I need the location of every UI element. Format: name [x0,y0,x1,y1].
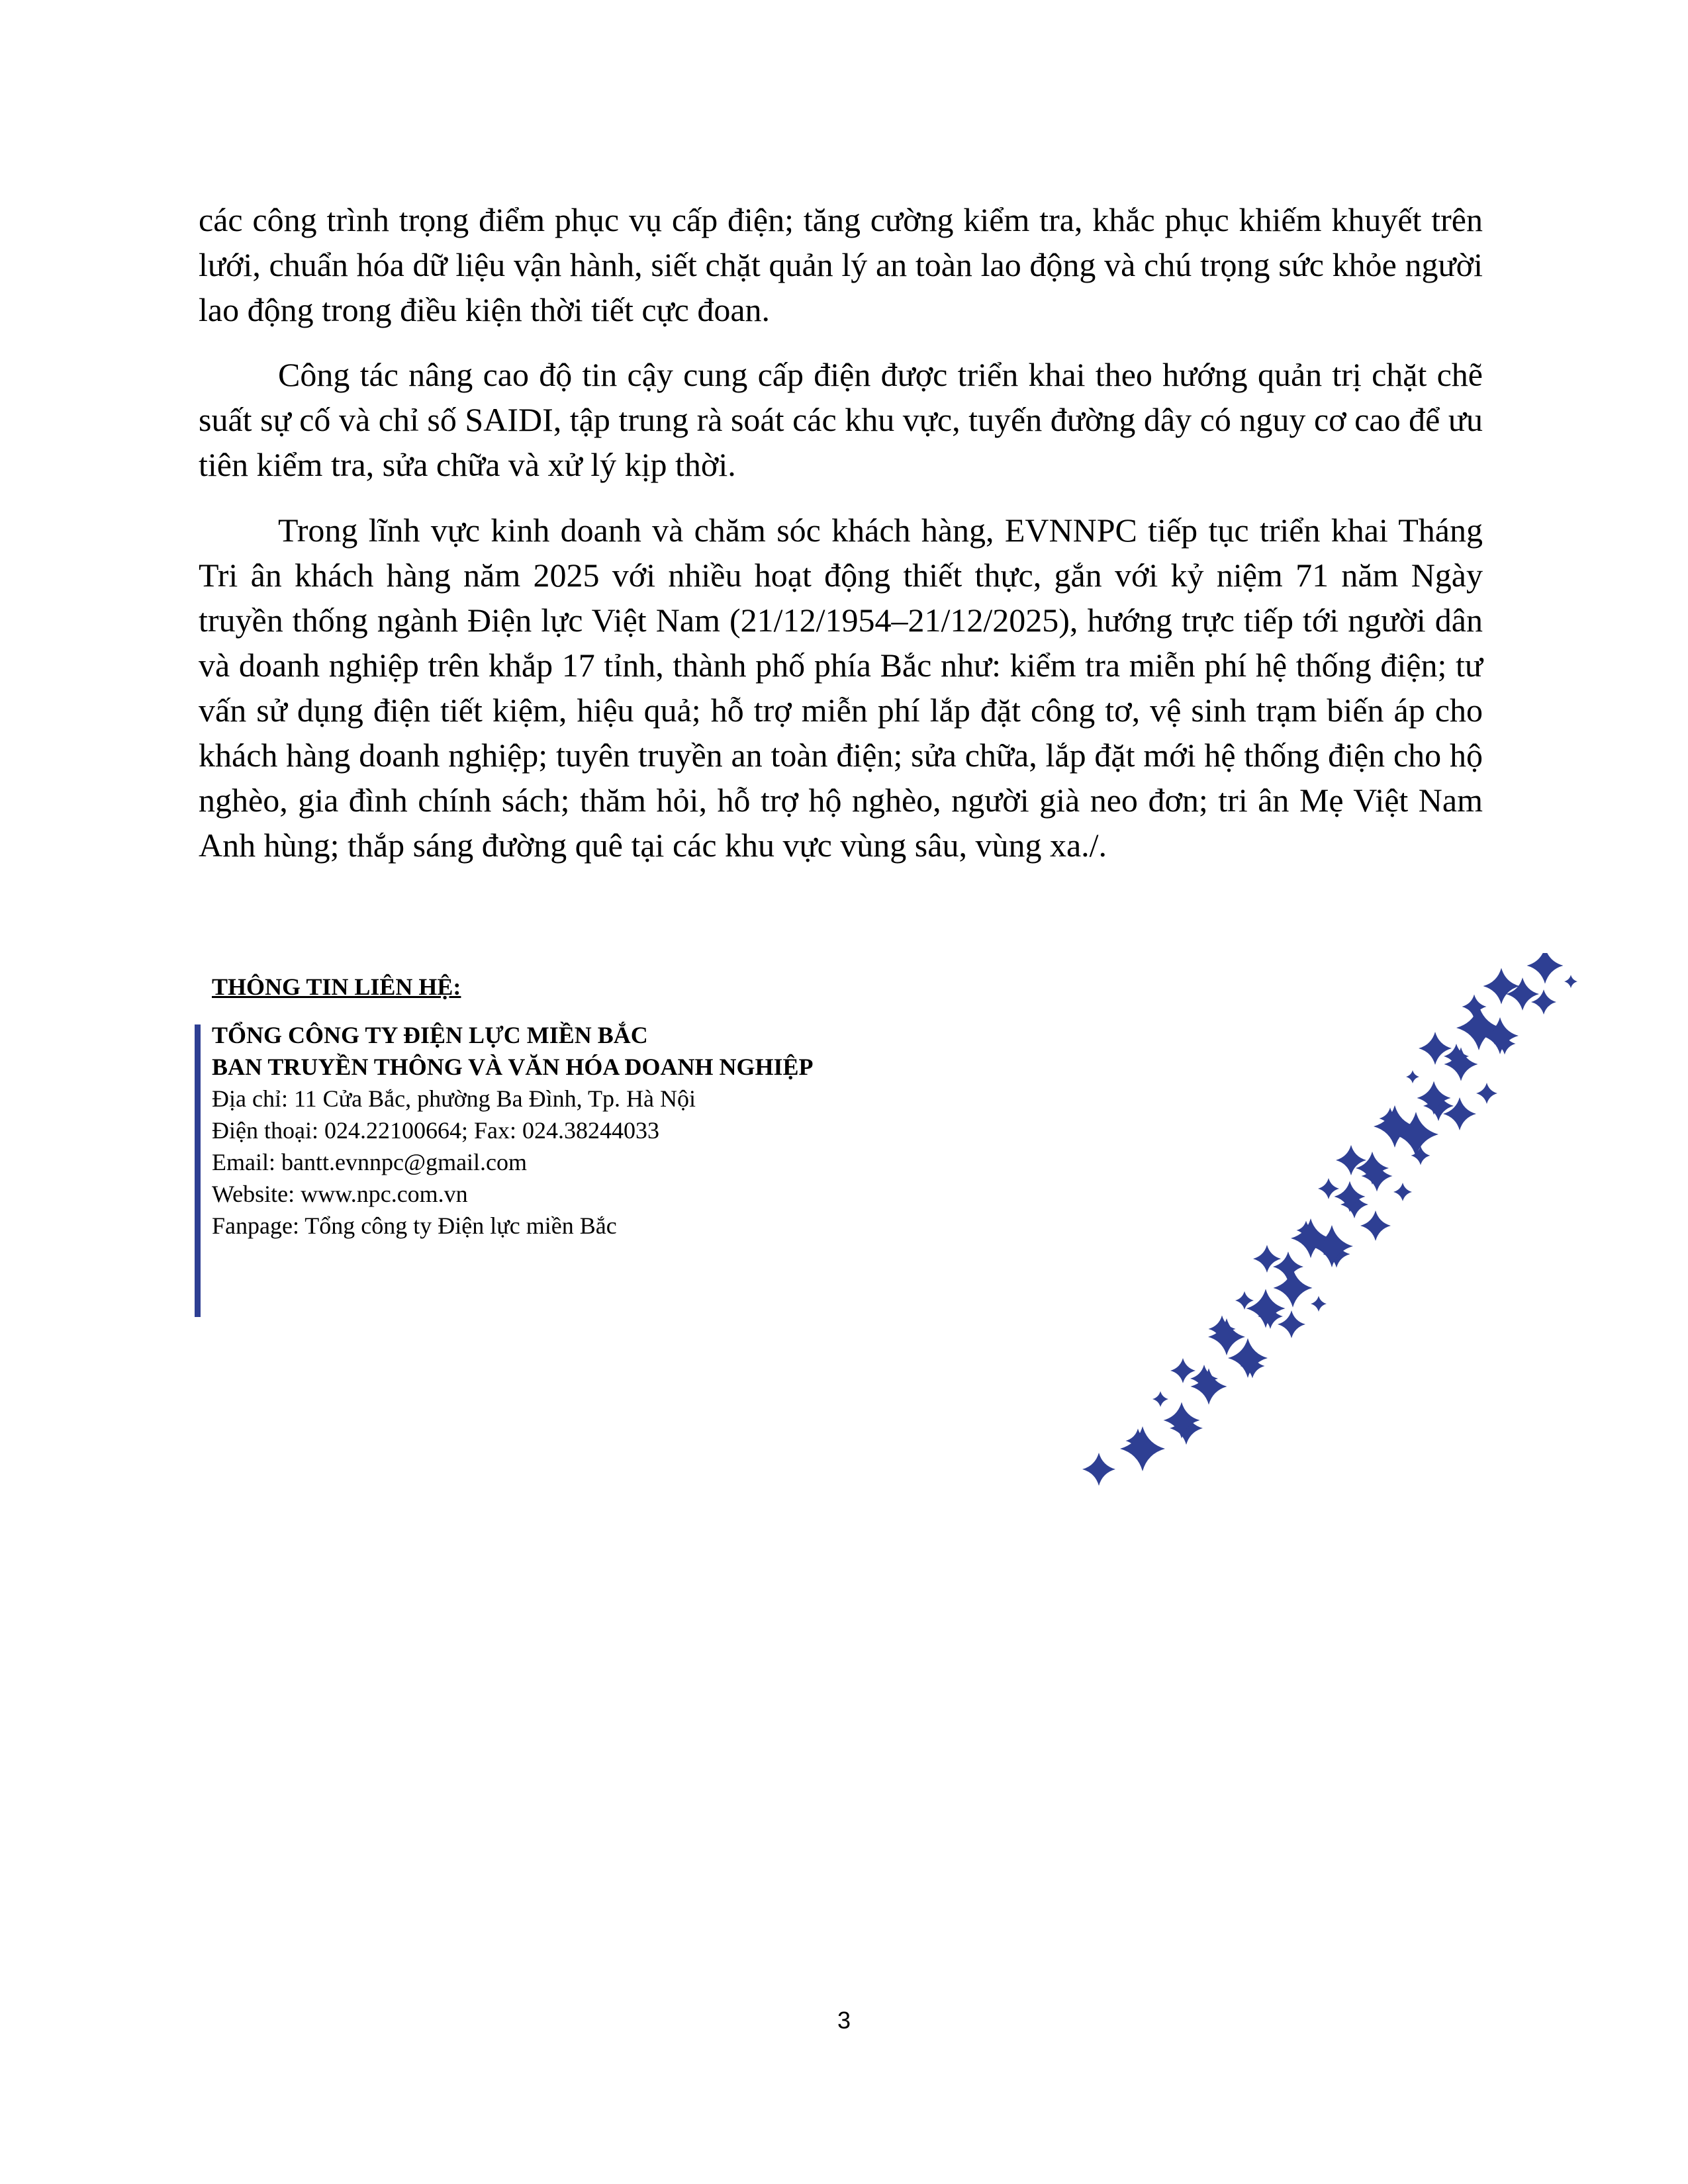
body-paragraph-2: Công tác nâng cao độ tin cậy cung cấp điện được triển khai theo hướng quản trị chặt chẽ suất sự cố và chỉ số SAIDI, tập trung rà soát các khu vực, tuyến đường dây có nguy cơ cao để ưu tiên kiểm tra, sửa chữa và xử lý kịp thời. [199,356,1483,483]
star-shape [1273,1251,1303,1282]
star-shape [1311,1296,1327,1312]
star-shape [1419,1032,1452,1065]
contact-department: BAN TRUYỀN THÔNG VÀ VĂN HÓA DOANH NGHIỆP [212,1054,814,1080]
star-shape [1253,1245,1281,1273]
contact-website: Website: www.npc.com.vn [212,1181,468,1207]
body-paragraph-1: các công trình trọng điểm phục vụ cấp điện; tăng cường kiểm tra, khắc phục khiếm khuyết trên lưới, chuẩn hóa dữ liệu vận hành, siết chặt quản lý an toàn lao động và chú trọng sức khỏe người lao động trong điều kiện thời tiết cực đoan. [199,201,1483,328]
star-shape [1483,968,1520,1005]
sparkle-stars-icon [1072,953,1615,1502]
contact-phone: Điện thoại: 024.22100664; Fax: 024.38244033 [212,1117,659,1144]
star-shape [1170,1358,1196,1383]
contact-fanpage: Fanpage: Tổng công ty Điện lực miền Bắc [212,1212,617,1239]
star-shape [1360,1210,1391,1241]
star-shape [1443,1097,1476,1130]
star-shape [1228,1338,1268,1378]
star-shape [1476,1083,1497,1104]
star-shape [1393,1183,1412,1201]
contact-accent-bar [195,1024,201,1317]
contact-org-name: TỔNG CÔNG TY ĐIỆN LỰC MIỀN BẮC [212,1022,648,1048]
star-shape [1120,1426,1165,1471]
star-shape [1336,1145,1366,1175]
contact-heading: THÔNG TIN LIÊN HỆ: [212,974,461,1000]
star-shape [1246,1289,1286,1328]
star-shape [1152,1391,1168,1407]
star-shape [1564,975,1577,988]
page-number: 3 [837,2007,851,2034]
contact-email: Email: bantt.evnnpc@gmail.com [212,1149,528,1175]
star-shape [1527,953,1564,984]
contact-block [212,1019,813,1242]
contact-address: Địa chỉ: 11 Cửa Bắc, phường Ba Đình, Tp. Hà Nội [212,1085,696,1112]
star-shape [1082,1453,1115,1486]
star-shape [1274,1269,1313,1308]
star-shape [1406,1070,1419,1083]
body-paragraph-3: Trong lĩnh vực kinh doanh và chăm sóc khách hàng, EVNNPC tiếp tục triển khai Tháng Tri ân khách hàng năm 2025 với nhiều hoạt động thiết thực, gắn với kỷ niệm 71 năm Ngày truyền thống ngành Điện lực Việt Nam (21/12/1954–21/12/2025), hướng trực tiếp tới người dân và doanh nghiệp trên khắp 17 tỉnh, thành phố phía Bắc như: kiểm tra miễn phí hệ thống điện; tư vấn sử dụng điện tiết kiệm, hiệu quả; hỗ trợ miễn phí lắp đặt công tơ, vệ sinh trạm biến áp cho khách hàng doanh nghiệp; tuyên truyền an toàn điện; sửa chữa, lắp đặt mới hệ thống điện cho hộ nghèo, gia đình chính sách; thăm hỏi, hỗ trợ hộ nghèo, người già neo đơn; tri ân Mẹ Việt Nam Anh hùng; thắp sáng đường quê tại các khu vực vùng sâu, vùng xa./. [199,512,1483,864]
star-shape [1164,1402,1200,1439]
star-shape [1278,1310,1305,1338]
